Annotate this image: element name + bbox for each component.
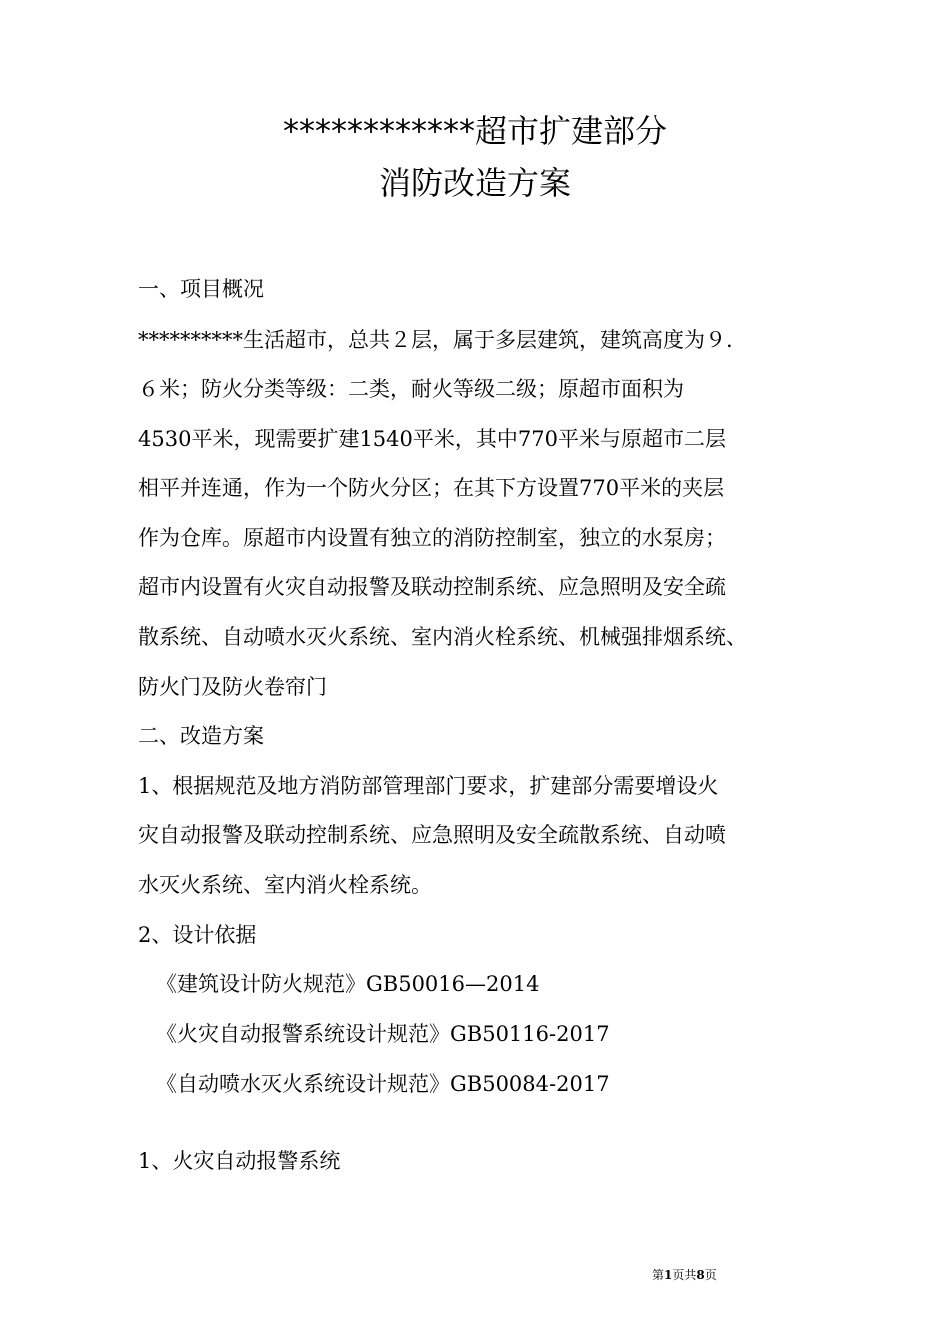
footer-suffix: 页: [704, 1268, 717, 1282]
reference-item: 《建筑设计防火规范》GB50016—2014: [156, 972, 540, 996]
footer-prefix: 第: [652, 1268, 665, 1282]
reference-item: 《自动喷水灭火系统设计规范》GB50084-2017: [156, 1072, 610, 1096]
plan-line-2: 灾自动报警及联动控制系统、应急照明及安全疏散系统、自动喷: [138, 823, 726, 847]
design-basis-heading: 2、设计依据: [138, 923, 257, 947]
overview-line-5: 作为仓库。原超市内设置有独立的消防控制室，独立的水泵房；: [138, 526, 726, 550]
document-title-line-2: 消防改造方案: [378, 164, 571, 202]
current-page-number: 1: [664, 1268, 673, 1282]
total-page-count: 8: [696, 1268, 705, 1282]
footer-middle: 页共: [672, 1268, 697, 1282]
page-number-footer: [652, 1267, 717, 1283]
section-heading-plan: 二、改造方案: [138, 724, 264, 748]
overview-line-3: 4530平米，现需要扩建1540平米，其中770平米与原超市二层: [138, 427, 726, 451]
overview-line-8: 防火门及防火卷帘门: [138, 675, 327, 699]
overview-line-7: 散系统、自动喷水灭火系统、室内消火栓系统、机械强排烟系统、: [138, 625, 747, 649]
plan-line-1: 1、根据规范及地方消防部管理部门要求，扩建部分需要增设火: [138, 774, 719, 798]
subsection-heading-fire-alarm: 1、火灾自动报警系统: [138, 1149, 341, 1173]
overview-line-2: ６米；防火分类等级：二类，耐火等级二级；原超市面积为: [138, 377, 684, 401]
plan-line-3: 水灭火系统、室内消火栓系统。: [138, 873, 432, 897]
section-heading-overview: 一、项目概况: [138, 277, 264, 301]
document-title-line-1: ************超市扩建部分: [282, 112, 667, 150]
reference-item: 《火灾自动报警系统设计规范》GB50116-2017: [156, 1022, 610, 1046]
overview-line-4: 相平并连通，作为一个防火分区；在其下方设置770平米的夹层: [138, 476, 725, 500]
overview-line-6: 超市内设置有火灾自动报警及联动控制系统、应急照明及安全疏: [138, 575, 726, 599]
overview-line-1: **********生活超市，总共２层，属于多层建筑，建筑高度为９.: [138, 328, 733, 352]
